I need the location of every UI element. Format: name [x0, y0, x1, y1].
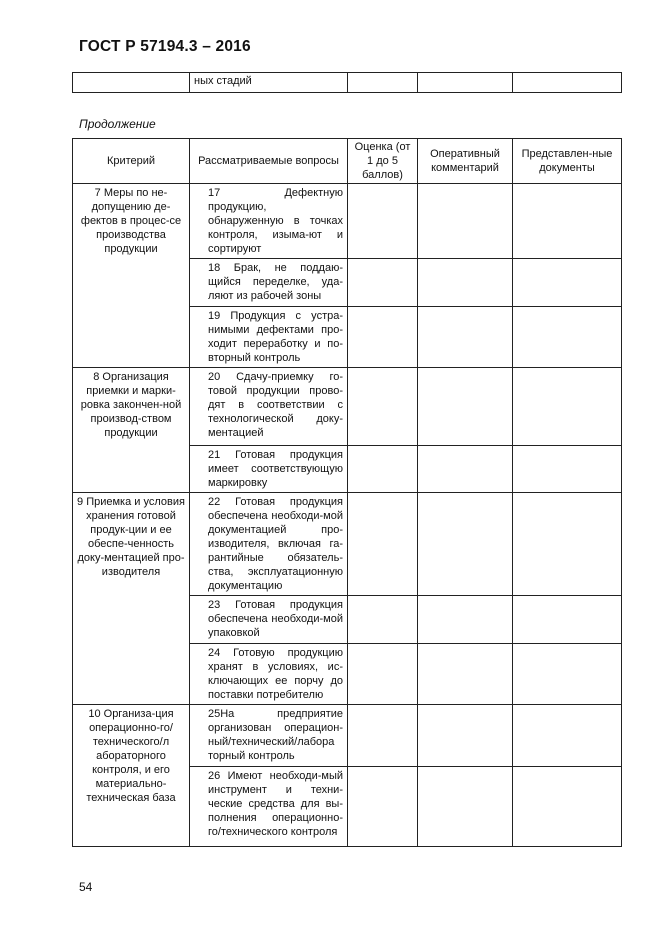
header-documents: Представлен-ные документы: [513, 139, 622, 184]
continuation-label: Продолжение: [79, 117, 156, 131]
documents-cell: [513, 307, 622, 368]
documents-cell: [513, 368, 622, 446]
documents-cell: [513, 596, 622, 644]
table-header-row: [73, 139, 622, 184]
header-criterion: Критерий: [73, 139, 190, 184]
question-cell: [190, 368, 348, 446]
question-text: 26 Имеют необходи-мый инструмент и техни-ческие средства для вы-полнения операционно-го/технического контроля: [208, 770, 343, 838]
table-cell: [348, 73, 418, 93]
question-cell: [190, 767, 348, 847]
comment-cell: [418, 368, 513, 446]
document-title: ГОСТ Р 57194.3 – 2016: [79, 38, 251, 55]
comment-cell: [418, 184, 513, 259]
table-cell: [418, 73, 513, 93]
comment-cell: [418, 767, 513, 847]
question-text: 24 Готовую продукцию хранят в условиях, ис-ключающих ее порчу до поставки потребителю: [208, 647, 343, 701]
score-cell: [348, 493, 418, 596]
question-cell: [190, 259, 348, 307]
page-number: 54: [79, 880, 93, 894]
score-cell: [348, 644, 418, 705]
table-row: [73, 493, 622, 596]
table-row: [73, 184, 622, 259]
table-row: [73, 705, 622, 767]
question-text: 23 Готовая продукция обеспечена необходи-мой упаковкой: [208, 599, 343, 639]
documents-cell: [513, 705, 622, 767]
comment-cell: [418, 446, 513, 493]
score-cell: [348, 446, 418, 493]
table-body: [73, 184, 622, 847]
previous-table-fragment: [72, 72, 622, 93]
comment-cell: [418, 493, 513, 596]
comment-cell: [418, 705, 513, 767]
table-cell: [73, 73, 190, 93]
score-cell: [348, 596, 418, 644]
documents-cell: [513, 493, 622, 596]
comment-cell: [418, 596, 513, 644]
question-cell: [190, 493, 348, 596]
documents-cell: [513, 184, 622, 259]
score-cell: [348, 307, 418, 368]
header-comment: Оперативный комментарий: [418, 139, 513, 184]
documents-cell: [513, 259, 622, 307]
criterion-cell: 10 Организа-ция операционно-го/технического/л абораторного контроля, и его материально-техническая база: [73, 705, 190, 847]
score-cell: [348, 705, 418, 767]
documents-cell: [513, 767, 622, 847]
comment-cell: [418, 259, 513, 307]
criterion-cell: 9 Приемка и условия хранения готовой продук-ции и ее обеспе-ченность доку-ментацией про-изводителя: [73, 493, 190, 705]
documents-cell: [513, 446, 622, 493]
question-cell: [190, 644, 348, 705]
score-cell: [348, 259, 418, 307]
question-cell: [190, 705, 348, 767]
question-cell: [190, 596, 348, 644]
criterion-cell: 7 Меры по не-допущению де-фектов в процес-се производства продукции: [73, 184, 190, 368]
score-cell: [348, 368, 418, 446]
question-text: 18 Брак, не поддаю-щийся переделке, уда-ляют из рабочей зоны: [208, 262, 343, 302]
question-text: 21 Готовая продукция имеет соответствующую маркировку: [208, 449, 343, 489]
documents-cell: [513, 644, 622, 705]
question-text: 22 Готовая продукция обеспечена необходи-мой документацией про-изводителя, включая га-рантийные обязатель-ства, эксплуатационную документацию: [208, 496, 343, 592]
table-cell: ных стадий: [190, 73, 348, 93]
assessment-table: [72, 138, 622, 847]
question-text: 20 Сдачу-приемку го-товой продукции прово-дят в соответствии с технологической доку-ментацией: [208, 371, 343, 439]
comment-cell: [418, 307, 513, 368]
comment-cell: [418, 644, 513, 705]
question-cell: [190, 307, 348, 368]
question-text: 19 Продукция с устра-нимыми дефектами про-ходит переработку и по-вторный контроль: [208, 310, 343, 364]
question-text: 17 Дефектную продукцию, обнаруженную в точках контроля, изыма-ют и сортируют: [208, 187, 343, 255]
table-cell: [513, 73, 622, 93]
question-cell: [190, 446, 348, 493]
header-questions: Рассматриваемые вопросы: [190, 139, 348, 184]
criterion-cell: 8 Организация приемки и марки-ровка закончен-ной производ-ством продукции: [73, 368, 190, 493]
header-score: Оценка (от 1 до 5 баллов): [348, 139, 418, 184]
question-cell: [190, 184, 348, 259]
question-text: 25На предприятие организован операцион-ный/технический/лабора торный контроль: [208, 708, 343, 762]
score-cell: [348, 184, 418, 259]
table-row: [73, 368, 622, 446]
score-cell: [348, 767, 418, 847]
table-row: [73, 73, 622, 93]
